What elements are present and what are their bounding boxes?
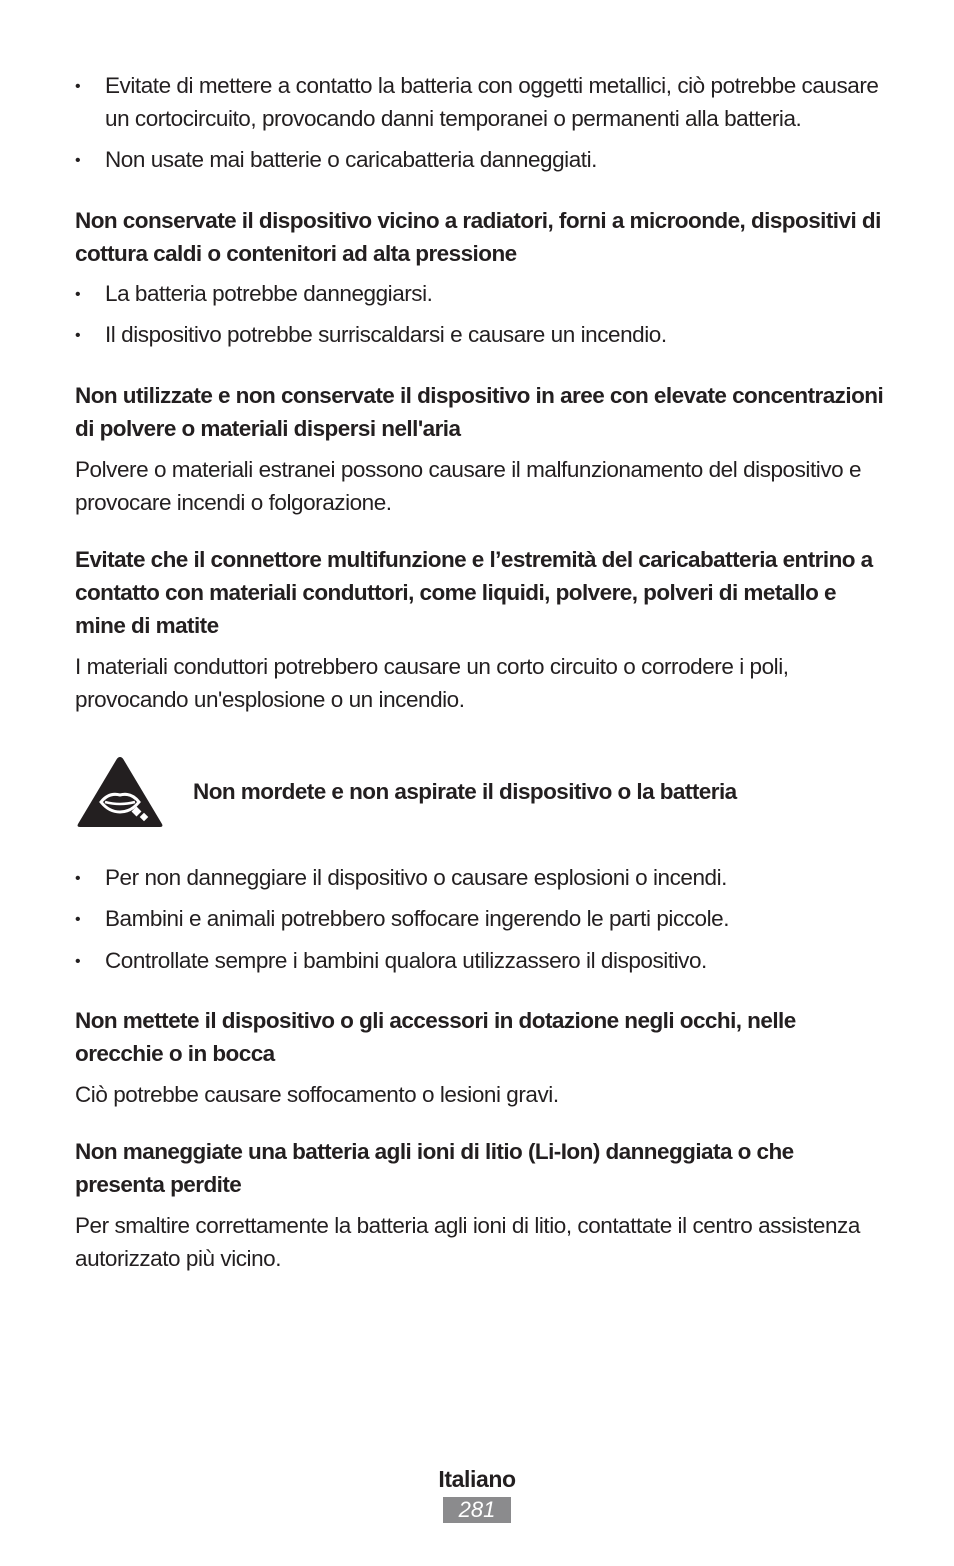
- bullet-icon: •: [75, 952, 81, 970]
- section-heading: Non utilizzate e non conservate il dispositivo in aree con elevate concentrazioni di polvere o materiali dispersi nell'aria: [75, 382, 884, 441]
- page-footer: [0, 1462, 954, 1523]
- section-eyes-ears-mouth: [75, 1004, 885, 1111]
- bullet-icon: •: [75, 911, 81, 928]
- bullet-list-top: [75, 70, 885, 177]
- list-item: • Il dispositivo potrebbe surriscaldarsi e causare un incendio.: [75, 319, 885, 352]
- list-item: • Per non danneggiare il dispositivo o causare esplosioni o incendi.: [75, 862, 885, 895]
- section-heading: Non mettete il dispositivo o gli accessori in dotazione negli occhi, nelle orecchie o in bocca: [75, 1008, 796, 1066]
- page-number-badge: 281: [443, 1497, 511, 1523]
- list-item: • Non usate mai batterie o caricabatteria danneggiati.: [75, 144, 885, 177]
- manual-page: [75, 70, 885, 1275]
- bullet-icon: •: [75, 327, 81, 344]
- warning-title: Non mordete e non aspirate il dispositivo o la batteria: [193, 779, 737, 804]
- section-li-ion: [75, 1135, 885, 1275]
- bullet-list: [75, 278, 885, 352]
- section-conductive-materials: [75, 543, 885, 716]
- warning-bullet-list: [75, 862, 885, 978]
- list-item: • Controllate sempre i bambini qualora utilizzassero il dispositivo.: [75, 945, 885, 978]
- section-text: Per smaltire correttamente la batteria agli ioni di litio, contattate il centro assistenza autorizzato più vicino.: [75, 1213, 860, 1271]
- section-heat-sources: [75, 204, 885, 352]
- warning-block: [75, 752, 885, 832]
- section-text: I materiali conduttori potrebbero causare un corto circuito o corrodere i poli, provocando un'esplosione o un incendio.: [75, 653, 789, 712]
- section-text: Ciò potrebbe causare soffocamento o lesioni gravi.: [75, 1082, 559, 1107]
- list-item: • La batteria potrebbe danneggiarsi.: [75, 278, 885, 311]
- bullet-icon: •: [75, 152, 81, 169]
- list-item: • Bambini e animali potrebbero soffocare ingerendo le parti piccole.: [75, 903, 885, 936]
- bullet-icon: •: [75, 285, 81, 303]
- bullet-icon: •: [75, 869, 81, 887]
- section-heading: Evitate che il connettore multifunzione e l’estremità del caricabatteria entrino a contatto con materiali conduttori, come liquidi, polvere, polveri di metallo e mine di matite: [75, 546, 873, 638]
- footer-language: Italiano: [438, 1466, 516, 1492]
- section-text: Polvere o materiali estranei possono causare il malfunzionamento del dispositivo e provocare incendi o folgorazione.: [75, 456, 862, 515]
- section-dust: [75, 379, 885, 519]
- bullet-icon: •: [75, 78, 81, 95]
- warning-triangle-mouth-icon: [75, 754, 165, 830]
- list-item: • Evitate di mettere a contatto la batteria con oggetti metallici, ciò potrebbe causare un cortocircuito, provocando danni temporanei o permanenti alla batteria.: [75, 70, 885, 135]
- section-heading: Non maneggiate una batteria agli ioni di litio (Li-Ion) danneggiata o che presenta perdite: [75, 1139, 794, 1197]
- section-heading: Non conservate il dispositivo vicino a radiatori, forni a microonde, dispositivi di cottura caldi o contenitori ad alta pressione: [75, 207, 881, 266]
